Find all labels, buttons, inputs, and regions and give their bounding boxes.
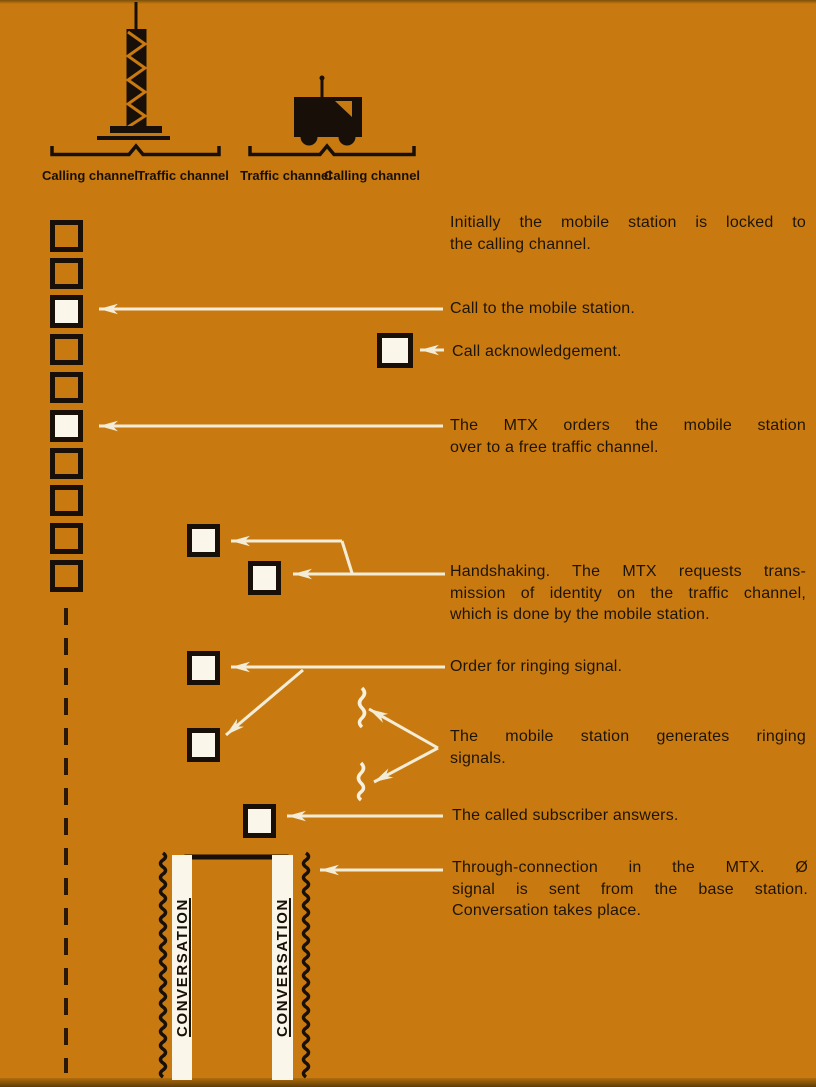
annotation-locked-line-1: Initially the mobile station is locked to bbox=[450, 214, 806, 231]
handshake-signal-2-square bbox=[248, 561, 281, 595]
annotation-through bbox=[452, 857, 808, 922]
conversation-label-right: CONVERSATION bbox=[274, 898, 291, 1037]
annotation-call bbox=[450, 298, 806, 320]
annotation-through-line-1: Through-connection in the MTX. Ø bbox=[452, 859, 808, 876]
mobile-station-brace bbox=[250, 146, 414, 155]
handshake-signal-1-square bbox=[187, 524, 220, 557]
annotation-ringing-gen bbox=[450, 726, 806, 769]
base-traffic-channel-label: Traffic channel bbox=[137, 168, 229, 183]
base-calling-channel-label: Calling channel bbox=[41, 168, 139, 183]
annotation-handshaking-line-2: mission of identity on the traffic channel, bbox=[450, 584, 806, 602]
annotation-ack bbox=[452, 341, 808, 363]
annotation-ack-line-1: Call acknowledgement. bbox=[452, 343, 622, 360]
ringing-squiggle-top bbox=[360, 688, 365, 727]
annotation-locked bbox=[450, 212, 806, 255]
annotation-answer-line-1: The called subscriber answers. bbox=[452, 807, 679, 824]
ringing-order-signal-square bbox=[187, 651, 220, 685]
calling-ch-slot-9-square bbox=[50, 523, 83, 554]
call-signal-square bbox=[50, 295, 83, 328]
annotation-mtx-orders bbox=[450, 415, 806, 458]
conversation-bar-left bbox=[172, 855, 192, 1080]
answer-signal-square bbox=[243, 804, 276, 838]
annotation-locked-line-2: the calling channel. bbox=[450, 235, 591, 253]
conversation-label-left: CONVERSATION bbox=[173, 898, 191, 1037]
ringing-gen-signal-square bbox=[187, 728, 220, 762]
wavy-line-left bbox=[161, 853, 166, 1077]
truck-icon bbox=[294, 76, 362, 146]
annotation-answer bbox=[452, 805, 808, 827]
calling-ch-slot-1-square bbox=[50, 220, 83, 252]
annotation-mtx-orders-line-1: The MTX orders the mobile station bbox=[450, 417, 806, 434]
annotation-ringing-order bbox=[450, 656, 806, 678]
annotation-handshaking bbox=[450, 561, 806, 626]
ack-signal-square bbox=[377, 333, 413, 368]
ringing-squiggle-bottom bbox=[359, 763, 364, 800]
calling-ch-slot-8-square bbox=[50, 485, 83, 516]
calling-ch-slot-7-square bbox=[50, 448, 83, 479]
calling-ch-slot-4-square bbox=[50, 334, 83, 365]
conversation-bar-right bbox=[272, 855, 293, 1080]
mtx-order-signal-square bbox=[50, 410, 83, 442]
annotation-handshaking-line-1: Handshaking. The MTX requests trans- bbox=[450, 563, 806, 580]
annotation-mtx-orders-line-2: over to a free traffic channel. bbox=[450, 438, 659, 456]
base-station-brace bbox=[52, 146, 219, 155]
calling-ch-slot-10-square bbox=[50, 560, 83, 592]
radio-tower-icon bbox=[97, 2, 170, 140]
annotation-through-line-3: Conversation takes place. bbox=[452, 902, 642, 919]
annotation-ringing-gen-line-1: The mobile station generates ringing bbox=[450, 728, 806, 745]
annotation-through-line-2: signal is sent from the base station. bbox=[452, 880, 808, 898]
annotation-ringing-order-line-1: Order for ringing signal. bbox=[450, 658, 623, 675]
mobile-traffic-channel-label: Traffic channel bbox=[240, 168, 332, 183]
annotation-ringing-gen-line-2: signals. bbox=[450, 749, 506, 767]
calling-ch-slot-5-square bbox=[50, 372, 83, 403]
wavy-line-right bbox=[304, 853, 309, 1077]
mobile-calling-channel-label: Calling channel bbox=[323, 168, 421, 183]
calling-ch-slot-2-square bbox=[50, 258, 83, 289]
annotation-call-line-1: Call to the mobile station. bbox=[450, 300, 636, 317]
annotation-handshaking-line-3: which is done by the mobile station. bbox=[450, 606, 710, 623]
